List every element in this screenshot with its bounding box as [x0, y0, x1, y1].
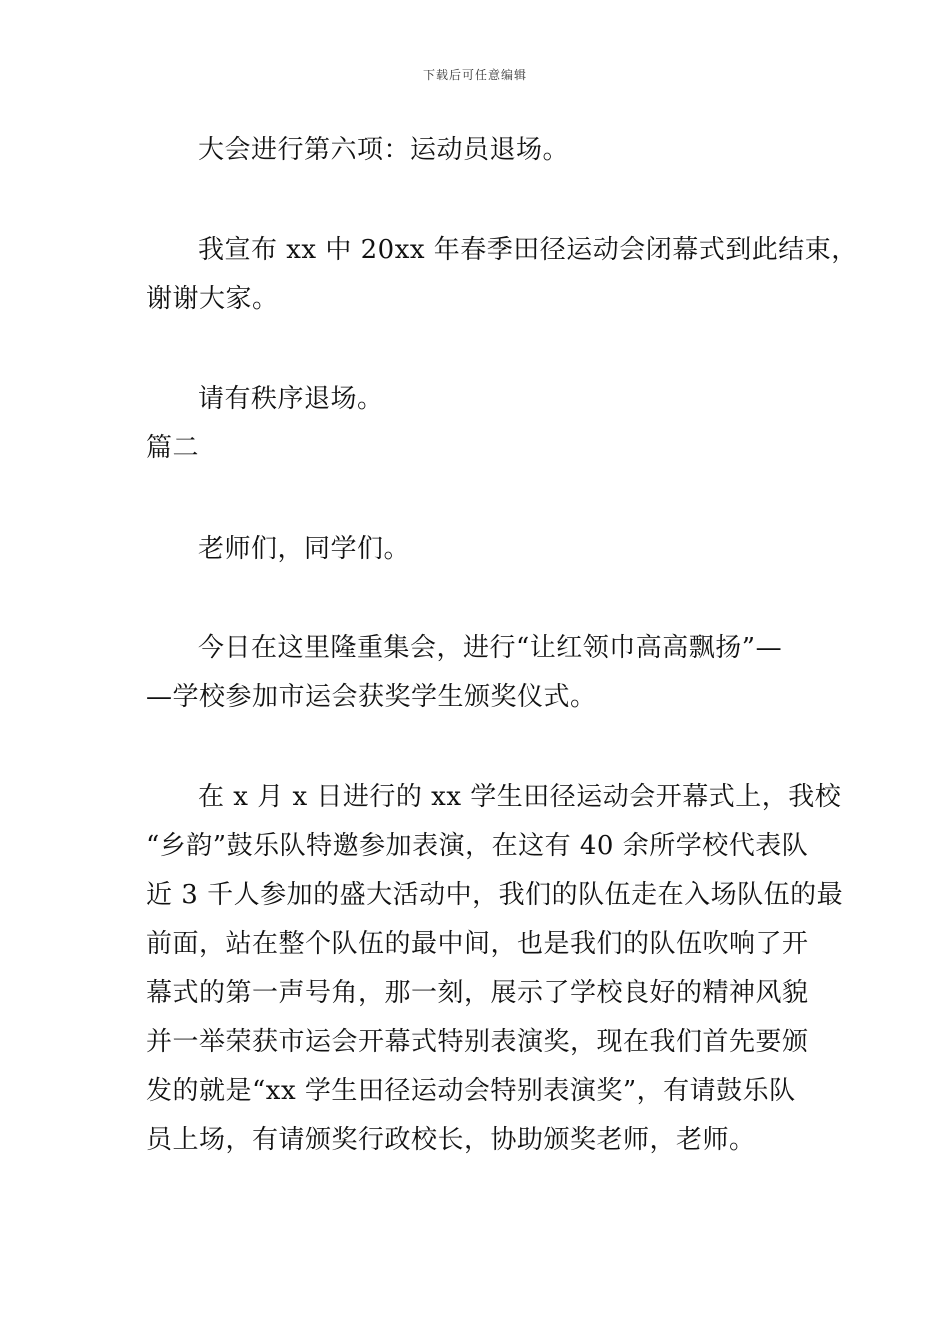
- paragraph-line: 员上场，有请颁奖行政校长，协助颁奖老师，老师。: [146, 1125, 756, 1155]
- paragraph-line: 谢谢大家。: [146, 284, 279, 314]
- paragraph-line: 大会进行第六项：运动员退场。: [198, 135, 570, 165]
- paragraph-line: 请有秩序退场。: [198, 384, 384, 414]
- paragraph-line: 并一举荣获市运会开幕式特别表演奖，现在我们首先要颁: [146, 1027, 809, 1057]
- paragraph-line: 幕式的第一声号角，那一刻，展示了学校良好的精神风貌: [146, 978, 809, 1008]
- paragraph-line: 今日在这里隆重集会，进行“让红领巾高高飘扬”—: [198, 633, 783, 663]
- paragraph-line: “乡韵”鼓乐队特邀参加表演，在这有 40 余所学校代表队: [146, 831, 809, 861]
- page-header-note: 下载后可任意编辑: [422, 68, 527, 82]
- paragraph-line: 前面，站在整个队伍的最中间，也是我们的队伍吹响了开: [146, 929, 809, 959]
- paragraph-line: —学校参加市运会获奖学生颁奖仪式。: [146, 682, 597, 712]
- paragraph-line: 近 3 千人参加的盛大活动中，我们的队伍走在入场队伍的最: [146, 880, 844, 910]
- paragraph-line: 在 x 月 x 日进行的 xx 学生田径运动会开幕式上，我校: [198, 782, 842, 812]
- paragraph-line: 我宣布 xx 中 20xx 年春季田径运动会闭幕式到此结束，: [198, 235, 858, 265]
- paragraph-line: 发的就是“xx 学生田径运动会特别表演奖”，有请鼓乐队: [146, 1076, 796, 1106]
- section-heading: 篇二: [146, 433, 200, 463]
- paragraph-line: 老师们，同学们。: [198, 534, 411, 564]
